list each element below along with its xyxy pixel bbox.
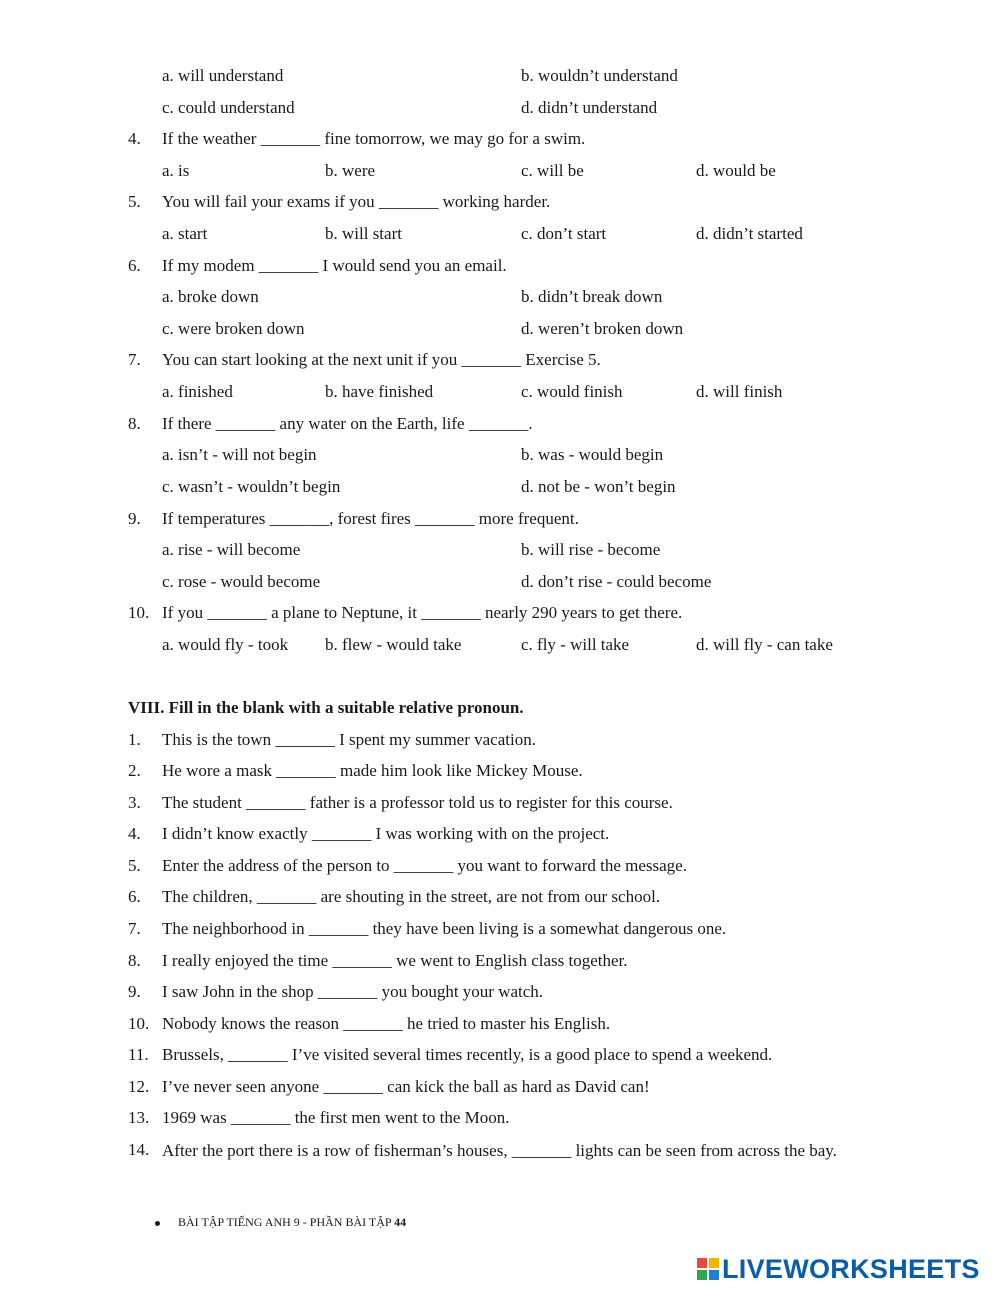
question-number: 5. [128, 192, 141, 211]
option-a[interactable]: a. finished [162, 382, 233, 401]
item-text: I saw John in the shop _______ you bought your watch. [162, 982, 544, 1001]
option-b[interactable]: b. will rise - become [521, 540, 661, 559]
option-c[interactable]: c. don’t start [521, 224, 607, 243]
option-c[interactable]: c. could understand [162, 98, 295, 117]
logo-block-yellow [709, 1258, 719, 1268]
bullet-icon [155, 1221, 160, 1226]
option-c[interactable]: c. were broken down [162, 319, 305, 338]
item-text: 1969 was _______ the first men went to the Moon. [162, 1108, 510, 1127]
item-number: 13. [128, 1108, 150, 1127]
option-a[interactable]: a. start [162, 224, 208, 243]
option-d[interactable]: d. would be [696, 161, 776, 180]
option-b[interactable]: b. were [325, 161, 376, 180]
footer-text: BÀI TẬP TIẾNG ANH 9 - PHẦN BÀI TẬP [178, 1215, 395, 1229]
item-number: 9. [128, 982, 141, 1001]
item-text: I didn’t know exactly _______ I was working with on the project. [162, 824, 610, 843]
question-text: If temperatures _______, forest fires _______ more frequent. [162, 509, 579, 528]
option-c[interactable]: c. wasn’t - wouldn’t begin [162, 477, 341, 496]
question-text: If my modem _______ I would send you an email. [162, 256, 507, 275]
logo-block-red [697, 1258, 707, 1268]
item-text: Enter the address of the person to _______ you want to forward the message. [162, 856, 687, 875]
question-number: 7. [128, 350, 141, 369]
question-text: You will fail your exams if you _______ working harder. [162, 192, 551, 211]
item-text: I really enjoyed the time _______ we went to English class together. [162, 951, 628, 970]
option-a[interactable]: a. will understand [162, 66, 284, 85]
question-number: 9. [128, 509, 141, 528]
option-b[interactable]: b. wouldn’t understand [521, 66, 678, 85]
question-number: 4. [128, 129, 141, 148]
item-text: After the port there is a row of fisherman’s houses, _______ lights can be seen from across the bay. [162, 1141, 837, 1160]
question-text: If you _______ a plane to Neptune, it _______ nearly 290 years to get there. [162, 603, 683, 622]
item-number: 1. [128, 730, 141, 749]
question-text: If the weather _______ fine tomorrow, we may go for a swim. [162, 129, 586, 148]
logo-text: LIVEWORKSHEETS [722, 1253, 980, 1284]
logo-blocks-icon [697, 1258, 719, 1280]
option-d[interactable]: d. don’t rise - could become [521, 572, 712, 591]
option-c[interactable]: c. rose - would become [162, 572, 321, 591]
option-a[interactable]: a. is [162, 161, 190, 180]
question-number: 6. [128, 256, 141, 275]
item-number: 3. [128, 793, 141, 812]
item-number: 10. [128, 1014, 150, 1033]
question-text: If there _______ any water on the Earth, life _______. [162, 414, 533, 433]
item-text: The student _______ father is a professor told us to register for this course. [162, 793, 673, 812]
logo-block-green [697, 1270, 707, 1280]
option-d[interactable]: d. will finish [696, 382, 783, 401]
option-b[interactable]: b. flew - would take [325, 635, 462, 654]
option-a[interactable]: a. isn’t - will not begin [162, 445, 317, 464]
item-number: 12. [128, 1077, 150, 1096]
question-number: 8. [128, 414, 141, 433]
item-text: He wore a mask _______ made him look like Mickey Mouse. [162, 761, 583, 780]
option-a[interactable]: a. rise - will become [162, 540, 301, 559]
option-c[interactable]: c. fly - will take [521, 635, 630, 654]
item-text: Nobody knows the reason _______ he tried to master his English. [162, 1014, 611, 1033]
question-number: 10. [128, 603, 150, 622]
option-b[interactable]: b. didn’t break down [521, 287, 663, 306]
item-number: 4. [128, 824, 141, 843]
option-d[interactable]: d. didn’t started [696, 224, 803, 243]
option-a[interactable]: a. broke down [162, 287, 259, 306]
option-d[interactable]: d. weren’t broken down [521, 319, 684, 338]
item-text: The neighborhood in _______ they have been living is a somewhat dangerous one. [162, 919, 727, 938]
item-number: 2. [128, 761, 141, 780]
item-text: The children, _______ are shouting in the street, are not from our school. [162, 887, 661, 906]
question-text: You can start looking at the next unit if you _______ Exercise 5. [162, 350, 601, 369]
option-c[interactable]: c. will be [521, 161, 584, 180]
liveworksheets-logo[interactable] [697, 1254, 980, 1284]
option-d[interactable]: d. didn’t understand [521, 98, 658, 117]
option-b[interactable]: b. was - would begin [521, 445, 664, 464]
item-number: 14. [128, 1140, 150, 1159]
item-number: 7. [128, 919, 141, 938]
item-text: Brussels, _______ I’ve visited several times recently, is a good place to spend a weekend. [162, 1045, 773, 1064]
item-number: 11. [128, 1045, 149, 1064]
item-text: I’ve never seen anyone _______ can kick the ball as hard as David can! [162, 1077, 650, 1096]
logo-block-blue [709, 1270, 719, 1280]
item-number: 5. [128, 856, 141, 875]
option-a[interactable]: a. would fly - took [162, 635, 289, 654]
option-b[interactable]: b. have finished [325, 382, 434, 401]
page-footer [155, 1212, 406, 1232]
item-number: 8. [128, 951, 141, 970]
page-number: 44 [394, 1215, 407, 1229]
option-d[interactable]: d. will fly - can take [696, 635, 833, 654]
option-b[interactable]: b. will start [325, 224, 402, 243]
item-number: 6. [128, 887, 141, 906]
option-c[interactable]: c. would finish [521, 382, 623, 401]
item-text: This is the town _______ I spent my summer vacation. [162, 730, 536, 749]
option-d[interactable]: d. not be - won’t begin [521, 477, 676, 496]
section-viii-heading: VIII. Fill in the blank with a suitable relative pronoun. [128, 698, 524, 717]
